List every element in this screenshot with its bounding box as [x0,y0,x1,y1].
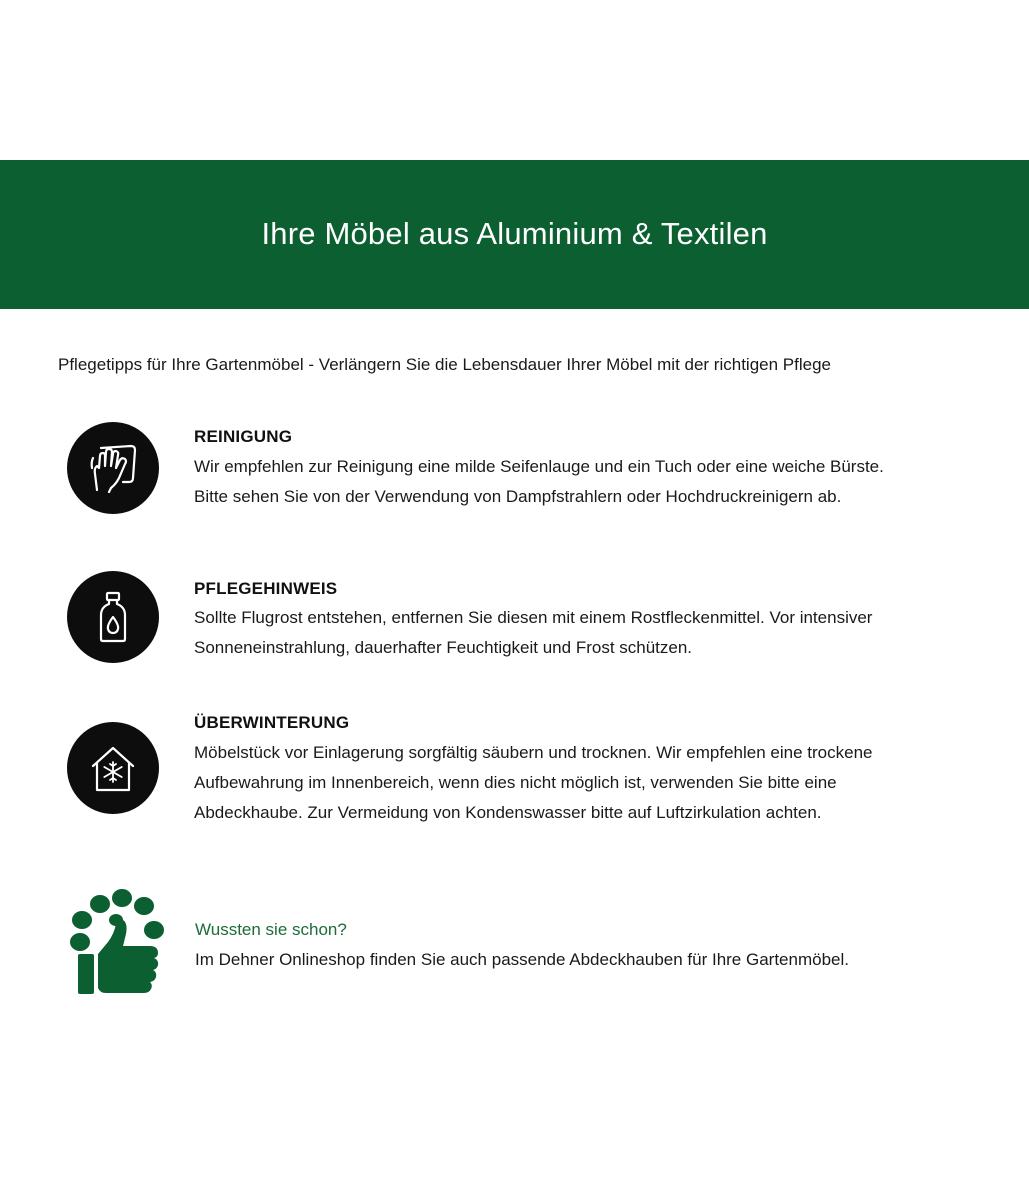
section-line: Wir empfehlen zur Reinigung eine milde Seifenlauge und ein Tuch oder eine weiche Bürste. [194,457,884,476]
page-title: Ihre Möbel aus Aluminium & Textilen [261,215,768,251]
section-line: Sollte Flugrost entstehen, entfernen Sie diesen mit einem Rostfleckenmittel. Vor intensiver [194,608,873,627]
care-bottle-icon [67,571,159,663]
thumbs-up-tree-icon [66,886,166,998]
section-heading: REINIGUNG [194,427,293,446]
section-body [194,452,884,512]
house-snowflake-icon [67,722,159,814]
section-heading: PFLEGEHINWEIS [194,579,338,598]
section-heading: ÜBERWINTERUNG [194,713,350,732]
section-line: Bitte sehen Sie von der Verwendung von Dampfstrahlern oder Hochdruckreinigern ab. [194,487,842,506]
section-line: Aufbewahrung im Innenbereich, wenn dies nicht möglich ist, verwenden Sie bitte eine [194,773,837,792]
section-body [194,738,872,828]
header-banner [0,160,1029,309]
section-line: Möbelstück vor Einlagerung sorgfältig säubern und trocknen. Wir empfehlen eine trockene [194,743,873,762]
cleaning-cloth-hand-icon [67,422,159,514]
tip-heading: Wussten sie schon? [195,920,347,939]
section-line: Sonneneinstrahlung, dauerhafter Feuchtigkeit und Frost schützen. [194,638,693,657]
section-body [194,603,872,663]
intro-text: Pflegetipps für Ihre Gartenmöbel - Verlängern Sie die Lebensdauer Ihrer Möbel mit der richtigen Pflege [58,355,831,374]
tip-body: Im Dehner Onlineshop finden Sie auch passende Abdeckhauben für Ihre Gartenmöbel. [195,950,849,969]
section-line: Abdeckhaube. Zur Vermeidung von Kondenswasser bitte auf Luftzirkulation achten. [194,803,822,822]
